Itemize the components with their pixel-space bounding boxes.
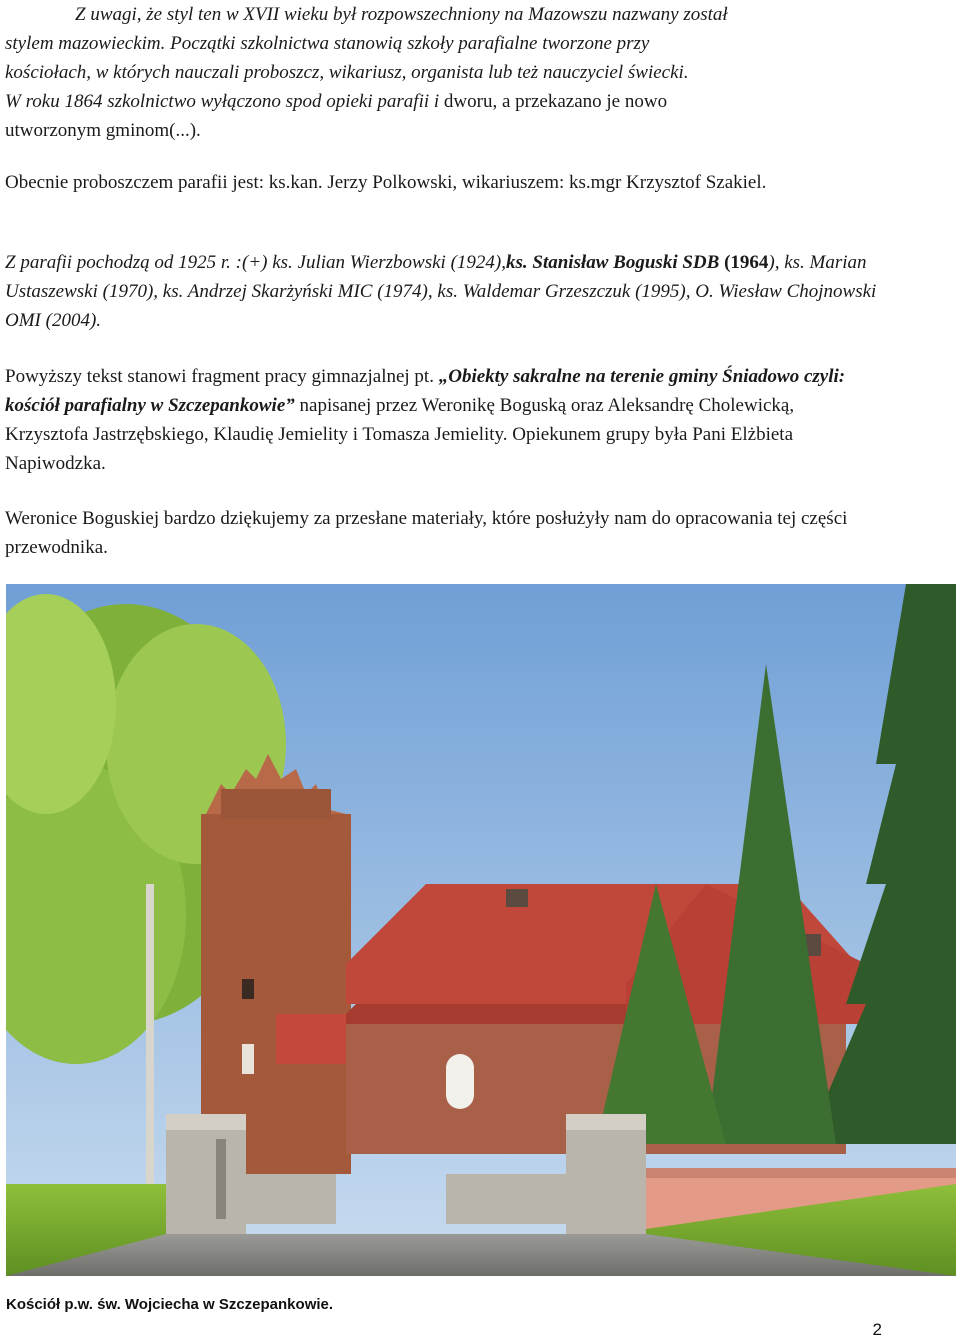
photo-caption: Kościół p.w. św. Wojciecha w Szczepankowie.	[6, 1296, 334, 1313]
text-line: utworzonym gminom(...).	[5, 120, 201, 141]
text-span-bold: ks. Stanisław Boguski SDB	[506, 252, 720, 273]
text-line: stylem mazowieckim. Początki szkolnictwa stanowią szkoły parafialne tworzone przy	[5, 33, 650, 54]
paragraph-source	[5, 362, 880, 478]
text-span: Z parafii pochodzą od 1925 r. :(+) ks. Julian Wierzbowski (1924),	[5, 252, 506, 273]
church-photo	[6, 584, 956, 1276]
text-span-bold: (1964	[724, 252, 769, 273]
paragraph-clergy: Obecnie proboszczem parafii jest: ks.kan. Jerzy Polkowski, wikariuszem: ks.mgr Krzysztof Szakiel.	[5, 172, 767, 193]
text-span: Powyższy tekst stanowi fragment pracy gimnazjalnej pt.	[5, 366, 434, 387]
paragraph-thanks: Weronice Boguskiej bardzo dziękujemy za przesłane materiały, które posłużyły nam do opracowania tej części przewodnika.	[5, 508, 848, 558]
text-span: dworu, a przekazano je nowo	[443, 91, 668, 112]
text-line: kościołach, w których nauczali proboszcz, wikariusz, organista lub też nauczyciel świecki.	[5, 62, 689, 83]
text-line	[5, 87, 880, 116]
paragraph-history	[5, 0, 880, 145]
page-number: 2	[872, 1320, 882, 1339]
text-line: Z uwagi, że styl ten w XVII wieku był rozpowszechniony na Mazowszu nazwany został	[75, 4, 728, 25]
text-span: napisanej przez Weronikę Boguską oraz Aleksandrę Cholewicką, Krzysztofa Jastrzębskiego, Klaudię Jemielity i Tomasza Jemielity. Opiekunem grupy była Pani Elżbieta Napiwodzka.	[5, 395, 795, 474]
text-span: ), ks. Marian Ustaszewski (1970), ks. Andrzej Skarżyński MIC (1974), ks. Waldemar Grzeszczuk (1995), O. Wiesław Chojnowski OMI (2004).	[5, 252, 877, 331]
work-title: „Obiekty sakralne na terenie gminy Śniadowo czyli: kościół parafialny w Szczepankowie”	[5, 366, 846, 416]
paragraph-vocations	[5, 248, 880, 335]
church-tower	[201, 754, 351, 1174]
text-span: W roku 1864 szkolnictwo wyłączono spod opieki parafii i	[5, 91, 444, 112]
